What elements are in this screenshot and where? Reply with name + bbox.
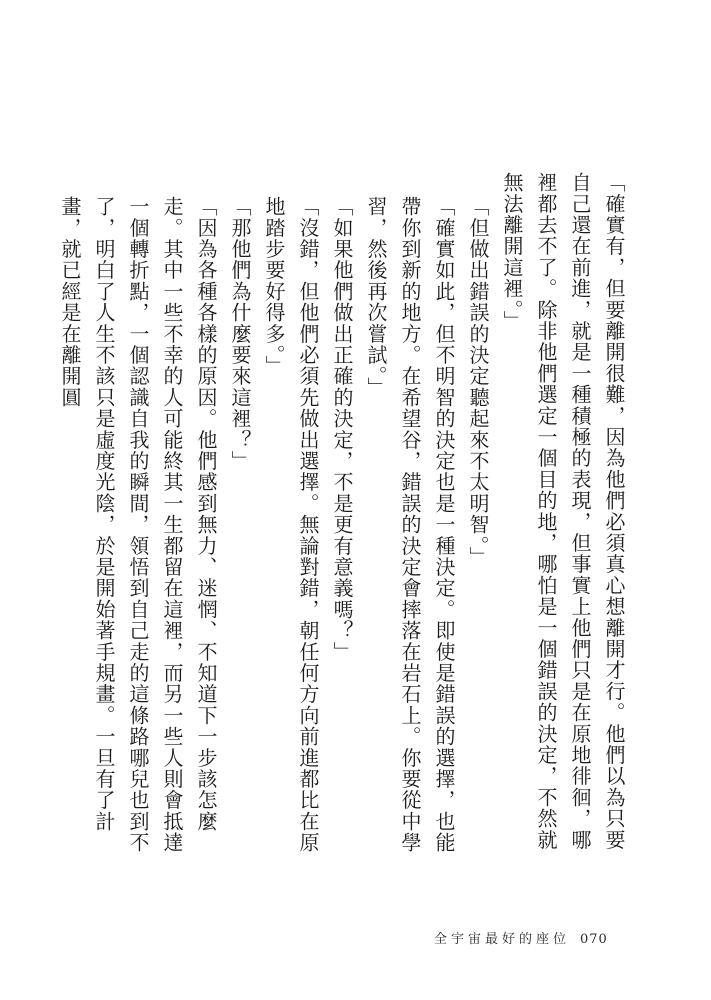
vertical-text-body: [53, 172, 631, 862]
paragraph-1: 「確實有，但要離開很難，因為他們必須真心想離開才行。他們以為只要自己還在前進，就是一種積極的表現，但事實上他們只是在原地徘徊，哪裡都去不了。除非他們選定一個目的地，哪怕是一個錯誤的決定，不然就無法離開這裡。」: [500, 172, 626, 851]
paragraph-3: 「確實如此，但不明智的決定也是一種決定。即使是錯誤的選擇，也能帶你到新的地方。在希望谷，錯誤的決定會摔落在岩石上。你要從中學習，然後再次嘗試。」: [364, 196, 456, 854]
paragraph-4: 「如果他們做出正確的決定，不是更有意義嗎？」: [330, 196, 354, 663]
paragraph-6: 「那他們為什麼要來這裡？」: [228, 196, 252, 472]
book-title: 全宇宙最好的座位: [434, 932, 571, 947]
page-footer: [434, 928, 608, 947]
paragraph-7: 「因為各種各樣的原因。他們感到無力、迷惘、不知道下一步該怎麼走。其中一些不幸的人可能終其一生都留在這裡，而另一些人則會抵達一個轉折點，一個認識自我的瞬間，領悟到自己走的這條路哪兒也到不了，明白了人生不該只是虛度光陰，於是開始著手規畫。一旦有了計畫，就已經是在離開圓: [58, 196, 218, 854]
paragraph-5: 「沒錯，但他們必須先做出選擇。無論對錯，朝任何方向前進都比在原地踏步要好得多。」: [262, 196, 320, 854]
paragraph-2: 「但做出錯誤的決定聽起來不太明智。」: [466, 196, 490, 568]
page-number: 070: [580, 932, 608, 947]
